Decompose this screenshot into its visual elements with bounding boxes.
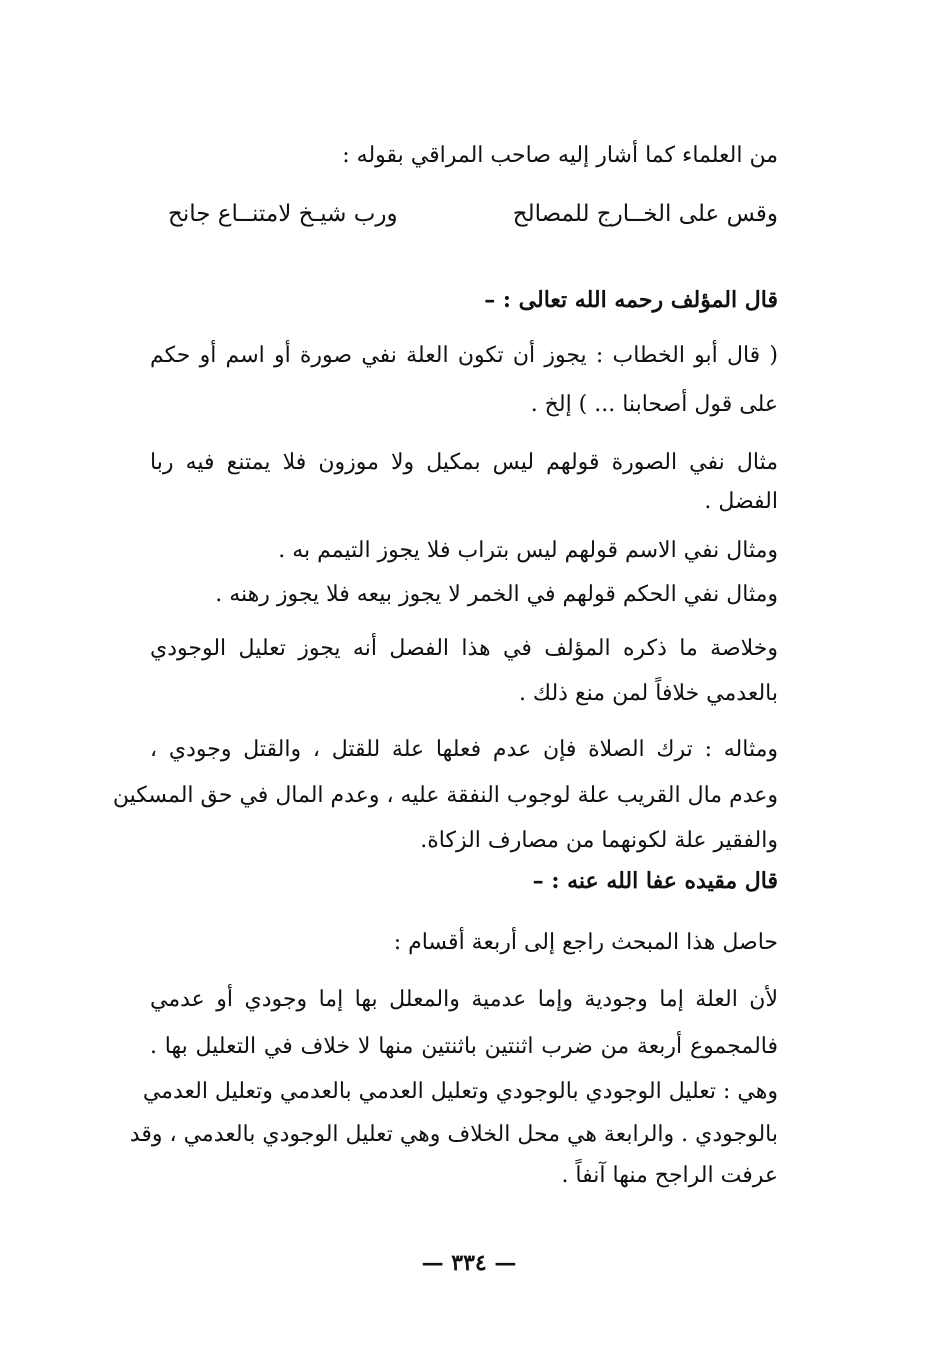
division-line-3: وهي : تعليل الوجودي بالوجودي وتعليل العدمي بالعدمي وتعليل العدمي (142, 1079, 778, 1104)
division-line-4: بالوجودي . والرابعة هي محل الخلاف وهي تعليل الوجودي بالعدمي ، وقد (129, 1122, 778, 1147)
division-line-1: لأن العلة إما وجودية وإما عدمية والمعلل بها إما وجودي أو عدمي (150, 987, 778, 1012)
summary-line-1: وخلاصة ما ذكره المؤلف في هذا الفصل أنه يجوز تعليل الوجودي (150, 636, 778, 661)
example-form-line-1: مثال نفي الصورة قولهم ليس بمكيل ولا موزون فلا يمتنع فيه ربا (150, 450, 778, 475)
conclusion-line: حاصل هذا المبحث راجع إلى أربعة أقسام : (393, 930, 778, 955)
verse-first-half: وقس على الخــارج للمصالح (512, 201, 778, 227)
example-form-line-2: الفضل . (704, 489, 778, 514)
quote-line-1: ( قال أبو الخطاب : يجوز أن تكون العلة نفي صورة أو اسم أو حكم (150, 343, 778, 368)
example-ruling-line: ومثال نفي الحكم قولهم في الخمر لا يجوز بيعه فلا يجوز رهنه . (215, 582, 778, 607)
heading-author: قال المؤلف رحمه الله تعالى : – (484, 287, 778, 313)
intro-line: من العلماء كما أشار إليه صاحب المراقي بقوله : (342, 143, 778, 168)
example-prayer-line-3: والفقير علة لكونهما من مصارف الزكاة. (420, 828, 778, 853)
poetry-verse (168, 197, 778, 231)
example-prayer-line-1: ومثاله : ترك الصلاة فإن عدم فعلها علة للقتل ، والقتل وجودي ، (150, 737, 778, 762)
division-line-2: فالمجموع أربعة من ضرب اثنتين باثنتين منها لا خلاف في التعليل بها . (150, 1034, 778, 1059)
verse-second-half: ورب شيـخ لامتنــاع جانح (168, 201, 398, 227)
division-line-5: عرفت الراجح منها آنفاً . (561, 1163, 778, 1188)
example-name-line: ومثال نفي الاسم قولهم ليس بتراب فلا يجوز التيمم به . (278, 538, 778, 563)
page-number: — ٣٣٤ — (421, 1250, 517, 1276)
example-prayer-line-2: وعدم مال القريب علة لوجوب النفقة عليه ، وعدم المال في حق المسكين (112, 783, 778, 808)
quote-line-2: على قول أصحابنا ... ) إلخ . (530, 392, 778, 417)
summary-line-2: بالعدمي خلافاً لمن منع ذلك . (518, 681, 778, 706)
heading-commentator: قال مقيده عفا الله عنه : – (532, 868, 778, 894)
